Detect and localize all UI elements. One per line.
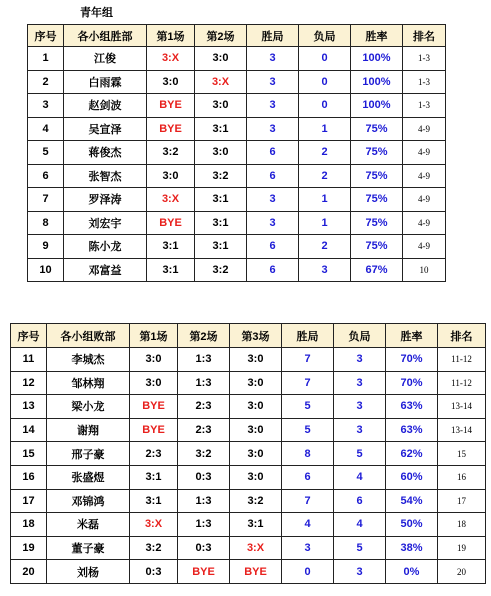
- game-2-score: BYE: [178, 560, 230, 584]
- game-1-score: 3:1: [147, 235, 195, 259]
- row-number: 5: [28, 141, 64, 165]
- winners-bracket-table: [27, 24, 446, 282]
- win-rate: 70%: [386, 348, 438, 372]
- table-row: [11, 418, 486, 442]
- win-rate: 75%: [351, 188, 403, 212]
- ranking: 15: [438, 442, 486, 466]
- game-2-score: 1:3: [178, 513, 230, 537]
- row-number: 12: [11, 371, 47, 395]
- game-1-score: BYE: [147, 94, 195, 118]
- table-row: [11, 513, 486, 537]
- table-row: [28, 235, 446, 259]
- game-2-score: 3:2: [178, 442, 230, 466]
- player-name: 吴宣泽: [64, 117, 147, 141]
- game-1-score: 3:X: [130, 513, 178, 537]
- games-lost: 6: [334, 489, 386, 513]
- table-row: [28, 211, 446, 235]
- column-header: 胜局: [282, 324, 334, 348]
- game-1-score: 3:0: [147, 164, 195, 188]
- column-header: 胜局: [247, 25, 299, 47]
- game-1-score: 3:0: [130, 371, 178, 395]
- player-name: 白雨霖: [64, 70, 147, 94]
- game-3-score: 3:0: [230, 418, 282, 442]
- win-rate: 100%: [351, 70, 403, 94]
- games-won: 7: [282, 348, 334, 372]
- player-name: 邢子豪: [47, 442, 130, 466]
- ranking: 13-14: [438, 418, 486, 442]
- column-header: 第3场: [230, 324, 282, 348]
- ranking: 17: [438, 489, 486, 513]
- ranking: 11-12: [438, 371, 486, 395]
- player-name: 赵剑波: [64, 94, 147, 118]
- games-won: 6: [247, 141, 299, 165]
- row-number: 2: [28, 70, 64, 94]
- player-name: 江俊: [64, 47, 147, 71]
- table-row: [11, 348, 486, 372]
- row-number: 19: [11, 536, 47, 560]
- game-2-score: 3:1: [195, 235, 247, 259]
- win-rate: 100%: [351, 94, 403, 118]
- game-3-score: 3:0: [230, 371, 282, 395]
- games-lost: 3: [334, 395, 386, 419]
- game-2-score: 0:3: [178, 536, 230, 560]
- game-2-score: 3:1: [195, 188, 247, 212]
- row-number: 4: [28, 117, 64, 141]
- games-lost: 2: [299, 235, 351, 259]
- player-name: 邓锦鸿: [47, 489, 130, 513]
- games-lost: 3: [334, 348, 386, 372]
- table-row: [28, 188, 446, 212]
- games-lost: 0: [299, 94, 351, 118]
- ranking: 4-9: [403, 188, 446, 212]
- games-lost: 4: [334, 465, 386, 489]
- game-2-score: 2:3: [178, 418, 230, 442]
- win-rate: 60%: [386, 465, 438, 489]
- games-lost: 3: [334, 371, 386, 395]
- game-3-score: 3:1: [230, 513, 282, 537]
- games-won: 3: [247, 94, 299, 118]
- game-3-score: 3:0: [230, 395, 282, 419]
- game-3-score: 3:0: [230, 442, 282, 466]
- game-1-score: 3:X: [147, 47, 195, 71]
- ranking: 19: [438, 536, 486, 560]
- win-rate: 63%: [386, 418, 438, 442]
- column-header: 负局: [299, 25, 351, 47]
- row-number: 8: [28, 211, 64, 235]
- table-row: [28, 47, 446, 71]
- games-won: 5: [282, 418, 334, 442]
- column-header: 第1场: [130, 324, 178, 348]
- game-2-score: 3:0: [195, 141, 247, 165]
- ranking: 13-14: [438, 395, 486, 419]
- game-1-score: 0:3: [130, 560, 178, 584]
- game-2-score: 3:1: [195, 211, 247, 235]
- player-name: 刘宏宇: [64, 211, 147, 235]
- column-header: 序号: [28, 25, 64, 47]
- ranking: 4-9: [403, 117, 446, 141]
- games-won: 3: [282, 536, 334, 560]
- games-won: 5: [282, 395, 334, 419]
- column-header: 胜率: [351, 25, 403, 47]
- games-lost: 4: [334, 513, 386, 537]
- game-3-score: 3:X: [230, 536, 282, 560]
- game-1-score: 3:1: [130, 465, 178, 489]
- win-rate: 75%: [351, 141, 403, 165]
- row-number: 9: [28, 235, 64, 259]
- win-rate: 67%: [351, 258, 403, 282]
- ranking: 16: [438, 465, 486, 489]
- games-won: 3: [247, 117, 299, 141]
- game-1-score: BYE: [147, 211, 195, 235]
- table-row: [11, 465, 486, 489]
- losers-bracket-table: [10, 323, 486, 584]
- game-3-score: 3:0: [230, 465, 282, 489]
- win-rate: 75%: [351, 211, 403, 235]
- column-header: 序号: [11, 324, 47, 348]
- ranking: 4-9: [403, 141, 446, 165]
- games-won: 0: [282, 560, 334, 584]
- row-number: 11: [11, 348, 47, 372]
- column-header: 排名: [403, 25, 446, 47]
- game-2-score: 0:3: [178, 465, 230, 489]
- games-won: 4: [282, 513, 334, 537]
- row-number: 13: [11, 395, 47, 419]
- ranking: 10: [403, 258, 446, 282]
- game-2-score: 3:1: [195, 117, 247, 141]
- games-lost: 3: [299, 258, 351, 282]
- table-row: [11, 442, 486, 466]
- win-rate: 100%: [351, 47, 403, 71]
- game-1-score: 3:0: [147, 70, 195, 94]
- game-1-score: 2:3: [130, 442, 178, 466]
- row-number: 18: [11, 513, 47, 537]
- column-header: 各小组败部: [47, 324, 130, 348]
- column-header: 第2场: [195, 25, 247, 47]
- games-lost: 2: [299, 141, 351, 165]
- column-header: 负局: [334, 324, 386, 348]
- win-rate: 63%: [386, 395, 438, 419]
- game-2-score: 1:3: [178, 348, 230, 372]
- games-won: 3: [247, 47, 299, 71]
- game-2-score: 2:3: [178, 395, 230, 419]
- table-row: [11, 536, 486, 560]
- game-1-score: BYE: [130, 418, 178, 442]
- player-name: 罗泽涛: [64, 188, 147, 212]
- table-row: [28, 258, 446, 282]
- row-number: 7: [28, 188, 64, 212]
- table-row: [28, 70, 446, 94]
- column-header: 胜率: [386, 324, 438, 348]
- games-lost: 0: [299, 70, 351, 94]
- ranking: 4-9: [403, 164, 446, 188]
- row-number: 15: [11, 442, 47, 466]
- ranking: 1-3: [403, 94, 446, 118]
- ranking: 18: [438, 513, 486, 537]
- win-rate: 38%: [386, 536, 438, 560]
- games-lost: 1: [299, 211, 351, 235]
- table-row: [28, 164, 446, 188]
- games-won: 6: [247, 164, 299, 188]
- win-rate: 70%: [386, 371, 438, 395]
- game-1-score: BYE: [147, 117, 195, 141]
- game-3-score: 3:2: [230, 489, 282, 513]
- table-row: [28, 141, 446, 165]
- player-name: 李城杰: [47, 348, 130, 372]
- row-number: 1: [28, 47, 64, 71]
- row-number: 16: [11, 465, 47, 489]
- player-name: 邓富益: [64, 258, 147, 282]
- row-number: 17: [11, 489, 47, 513]
- win-rate: 75%: [351, 117, 403, 141]
- games-lost: 0: [299, 47, 351, 71]
- game-2-score: 3:2: [195, 258, 247, 282]
- game-2-score: 3:0: [195, 94, 247, 118]
- column-header: 各小组胜部: [64, 25, 147, 47]
- column-header: 第2场: [178, 324, 230, 348]
- player-name: 邹林翔: [47, 371, 130, 395]
- games-won: 6: [282, 465, 334, 489]
- win-rate: 75%: [351, 164, 403, 188]
- games-lost: 1: [299, 117, 351, 141]
- column-header: 排名: [438, 324, 486, 348]
- games-lost: 3: [334, 560, 386, 584]
- game-1-score: 3:0: [130, 348, 178, 372]
- page-title: 青年组: [80, 7, 113, 19]
- row-number: 6: [28, 164, 64, 188]
- table-row: [11, 371, 486, 395]
- row-number: 10: [28, 258, 64, 282]
- row-number: 20: [11, 560, 47, 584]
- games-won: 3: [247, 188, 299, 212]
- player-name: 张智杰: [64, 164, 147, 188]
- player-name: 米磊: [47, 513, 130, 537]
- games-lost: 5: [334, 442, 386, 466]
- win-rate: 50%: [386, 513, 438, 537]
- games-lost: 3: [334, 418, 386, 442]
- ranking: 4-9: [403, 211, 446, 235]
- games-won: 7: [282, 489, 334, 513]
- games-won: 3: [247, 70, 299, 94]
- win-rate: 54%: [386, 489, 438, 513]
- table-row: [28, 94, 446, 118]
- game-1-score: 3:2: [130, 536, 178, 560]
- player-name: 刘杨: [47, 560, 130, 584]
- ranking: 20: [438, 560, 486, 584]
- win-rate: 0%: [386, 560, 438, 584]
- table-header-row: [11, 324, 486, 348]
- games-lost: 5: [334, 536, 386, 560]
- game-2-score: 1:3: [178, 371, 230, 395]
- table-row: [11, 560, 486, 584]
- player-name: 陈小龙: [64, 235, 147, 259]
- game-1-score: BYE: [130, 395, 178, 419]
- ranking: 1-3: [403, 47, 446, 71]
- table-row: [11, 489, 486, 513]
- game-1-score: 3:2: [147, 141, 195, 165]
- column-header: 第1场: [147, 25, 195, 47]
- row-number: 14: [11, 418, 47, 442]
- player-name: 梁小龙: [47, 395, 130, 419]
- row-number: 3: [28, 94, 64, 118]
- win-rate: 75%: [351, 235, 403, 259]
- games-lost: 2: [299, 164, 351, 188]
- player-name: 谢翔: [47, 418, 130, 442]
- table-header-row: [28, 25, 446, 47]
- game-2-score: 1:3: [178, 489, 230, 513]
- player-name: 董子豪: [47, 536, 130, 560]
- game-2-score: 3:2: [195, 164, 247, 188]
- table-row: [11, 395, 486, 419]
- ranking: 11-12: [438, 348, 486, 372]
- game-1-score: 3:X: [147, 188, 195, 212]
- games-won: 3: [247, 211, 299, 235]
- game-2-score: 3:0: [195, 47, 247, 71]
- player-name: 张盛煜: [47, 465, 130, 489]
- games-won: 6: [247, 258, 299, 282]
- game-3-score: 3:0: [230, 348, 282, 372]
- ranking: 4-9: [403, 235, 446, 259]
- table-row: [28, 117, 446, 141]
- games-won: 8: [282, 442, 334, 466]
- game-3-score: BYE: [230, 560, 282, 584]
- game-2-score: 3:X: [195, 70, 247, 94]
- games-won: 7: [282, 371, 334, 395]
- game-1-score: 3:1: [147, 258, 195, 282]
- games-lost: 1: [299, 188, 351, 212]
- games-won: 6: [247, 235, 299, 259]
- win-rate: 62%: [386, 442, 438, 466]
- game-1-score: 3:1: [130, 489, 178, 513]
- ranking: 1-3: [403, 70, 446, 94]
- player-name: 蒋俊杰: [64, 141, 147, 165]
